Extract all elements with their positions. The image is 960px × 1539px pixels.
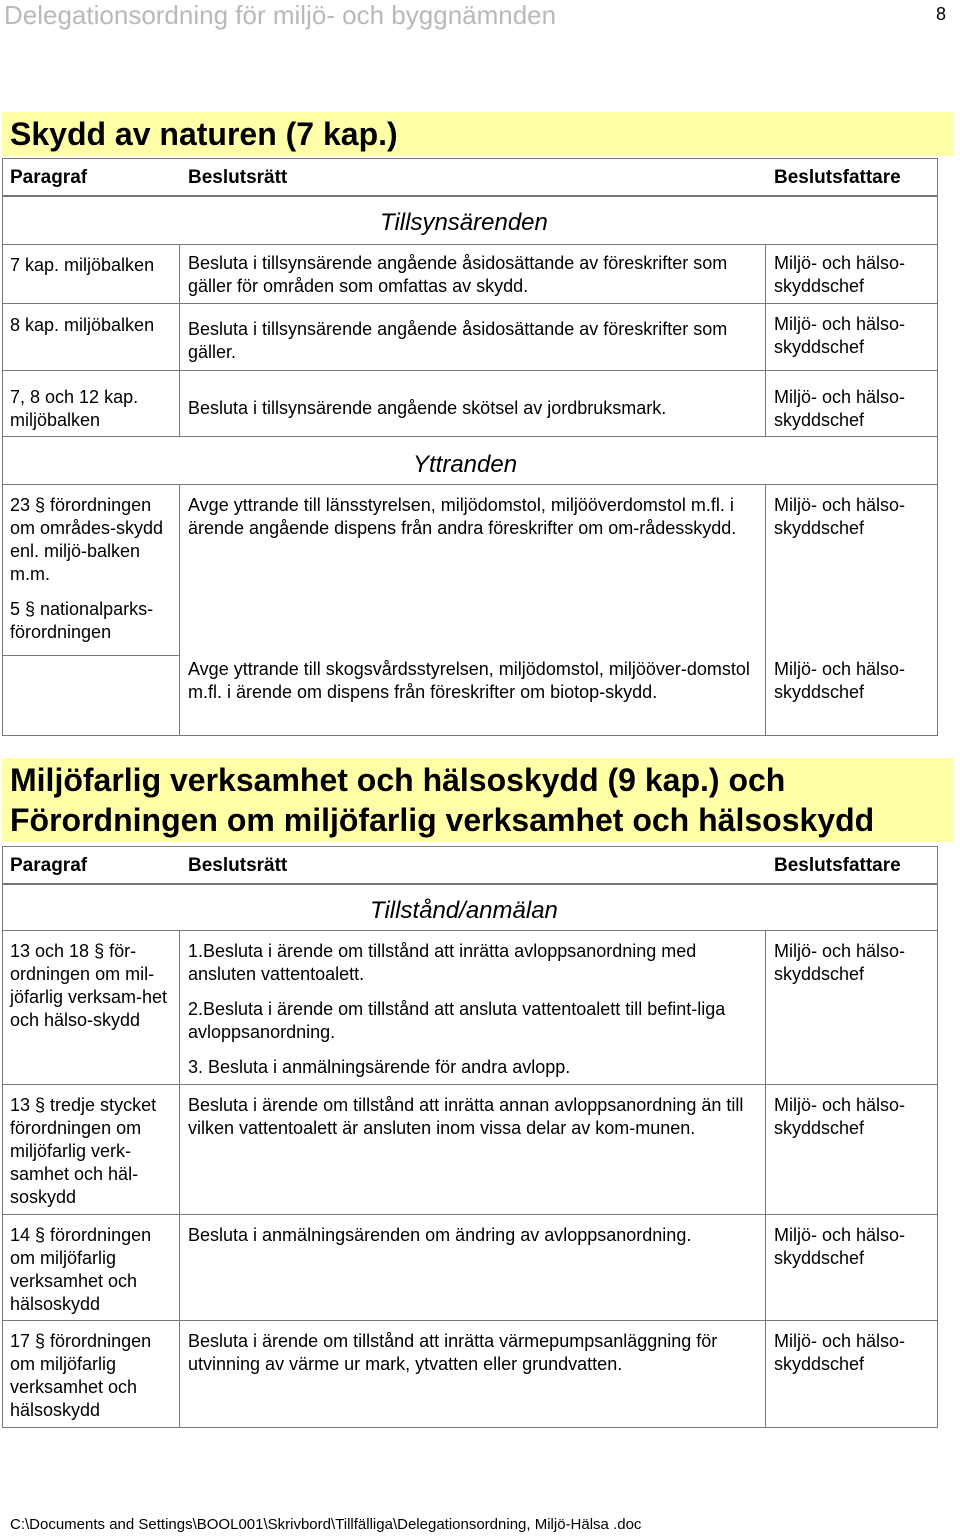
table-row-2-paragraf: 8 kap. miljöbalken bbox=[10, 315, 155, 335]
col-paragraf: Paragraf bbox=[10, 167, 88, 188]
yttr-row-1-beslutsfattare: Miljö- och hälso-skyddschef bbox=[774, 495, 906, 538]
t2-row-1-item-1: 1.Besluta i ärende om tillstånd att inrätta avloppsanordning med ansluten vattentoalett. bbox=[188, 941, 697, 984]
col2-paragraf: Paragraf bbox=[10, 855, 88, 876]
yttr-paragraf-1: 23 § förordningen om områdes-skydd enl. miljö-balken m.m. bbox=[10, 495, 164, 584]
section-title-natur: Skydd av naturen (7 kap.) bbox=[2, 112, 954, 156]
t2-row-1-paragraf: 13 och 18 § för-ordningen om mil-jöfarlig verksam-het och hälso-skydd bbox=[10, 941, 168, 1030]
section-title-miljofarlig bbox=[2, 758, 954, 842]
section-title-line-1: Miljöfarlig verksamhet och hälsoskydd (9 kap.) och bbox=[10, 762, 786, 798]
t2-row-3-beslutsratt: Besluta i anmälningsärenden om ändring av avloppsanordning. bbox=[188, 1225, 692, 1245]
col-beslutsfattare: Beslutsfattare bbox=[774, 167, 901, 188]
t2-row-1-beslutsfattare: Miljö- och hälso-skyddschef bbox=[774, 941, 906, 984]
col2-beslutsfattare: Beslutsfattare bbox=[774, 855, 901, 876]
table-row-3-beslutsratt: Besluta i tillsynsärende angående skötsel av jordbruksmark. bbox=[188, 398, 667, 418]
subheading-tillsyn: Tillsynsärenden bbox=[380, 209, 548, 236]
t2-row-3-beslutsfattare: Miljö- och hälso-skyddschef bbox=[774, 1225, 906, 1268]
document-title: Delegationsordning för miljö- och byggnämnden bbox=[4, 0, 557, 30]
page-number: 8 bbox=[936, 4, 947, 24]
table-row-1-beslutsfattare: Miljö- och hälso-skyddschef bbox=[774, 253, 906, 296]
section-title-line-2: Förordningen om miljöfarlig verksamhet och hälsoskydd bbox=[10, 802, 875, 838]
t2-row-4-paragraf: 17 § förordningen om miljöfarlig verksamhet och hälsoskydd bbox=[10, 1331, 152, 1420]
col2-beslutsratt: Beslutsrätt bbox=[188, 855, 288, 876]
yttr-row-2-beslutsfattare: Miljö- och hälso-skyddschef bbox=[774, 659, 906, 702]
t2-row-2-beslutsratt: Besluta i ärende om tillstånd att inrätta annan avloppsanordning än till vilken vattentoalett är ansluten inom vissa delar av kom-munen. bbox=[188, 1095, 744, 1138]
t2-row-1-item-3: 3. Besluta i anmälningsärende för andra avlopp. bbox=[188, 1057, 571, 1077]
footer-path: C:\Documents and Settings\BOOL001\Skrivbord\Tillfälliga\Delegationsordning, Miljö-Hälsa .doc bbox=[10, 1516, 642, 1533]
t2-row-4-beslutsfattare: Miljö- och hälso-skyddschef bbox=[774, 1331, 906, 1374]
table-row-1-paragraf: 7 kap. miljöbalken bbox=[10, 255, 155, 275]
table-row-3-paragraf: 7, 8 och 12 kap. miljöbalken bbox=[10, 387, 139, 430]
t2-row-2-paragraf: 13 § tredje stycket förordningen om miljöfarlig verk-samhet och häl-soskydd bbox=[10, 1095, 157, 1207]
table-row-3-beslutsfattare: Miljö- och hälso-skyddschef bbox=[774, 387, 906, 430]
t2-row-3-paragraf: 14 § förordningen om miljöfarlig verksamhet och hälsoskydd bbox=[10, 1225, 152, 1314]
yttr-row-2-beslutsratt: Avge yttrande till skogsvårdsstyrelsen, miljödomstol, miljööver-domstol m.fl. i ärende om dispens från föreskrifter om biotop-skydd. bbox=[188, 659, 750, 702]
subheading-tillstand: Tillstånd/anmälan bbox=[370, 897, 558, 924]
table-row-2-beslutsratt: Besluta i tillsynsärende angående åsidosättande av föreskrifter som gäller. bbox=[188, 319, 728, 362]
subheading-yttranden: Yttranden bbox=[413, 451, 518, 478]
t2-row-1-item-2: 2.Besluta i ärende om tillstånd att ansluta vattentoalett till befint-liga avloppsanordning. bbox=[188, 999, 726, 1042]
yttr-paragraf-2: 5 § nationalparks-förordningen bbox=[10, 599, 154, 642]
t2-row-2-beslutsfattare: Miljö- och hälso-skyddschef bbox=[774, 1095, 906, 1138]
col-beslutsratt: Beslutsrätt bbox=[188, 167, 288, 188]
yttr-row-1-beslutsratt: Avge yttrande till länsstyrelsen, miljödomstol, miljööverdomstol m.fl. i ärende angående dispens från andra föreskrifter om om-rådesskydd. bbox=[188, 495, 737, 538]
t2-row-4-beslutsratt: Besluta i ärende om tillstånd att inrätta värmepumpsanläggning för utvinning av värme ur mark, ytvatten eller grundvatten. bbox=[188, 1331, 718, 1374]
table-row-2-beslutsfattare: Miljö- och hälso-skyddschef bbox=[774, 314, 906, 357]
table-row-1-beslutsratt: Besluta i tillsynsärende angående åsidosättande av föreskrifter som gäller för områden som omfattas av skydd. bbox=[188, 253, 728, 296]
